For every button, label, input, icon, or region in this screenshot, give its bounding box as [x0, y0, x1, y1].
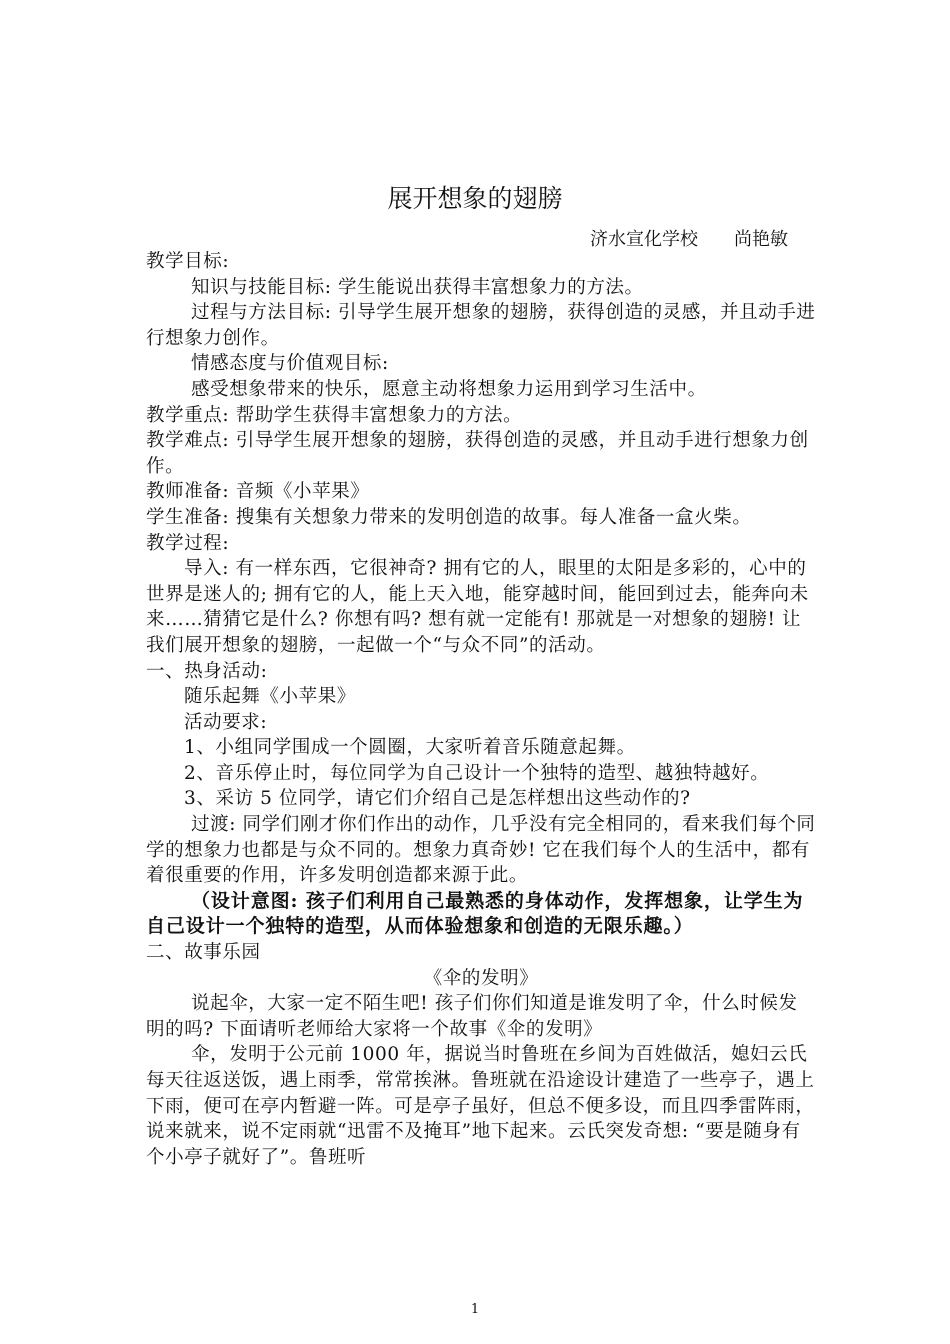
section-heading: 一、热身活动:: [146, 660, 268, 682]
paragraph: 随乐起舞《小苹果》: [184, 686, 356, 708]
paragraph: 情感态度与价值观目标:: [191, 353, 389, 375]
paragraph: 知识与技能目标: 学生能说出获得丰富想象力的方法。: [191, 276, 644, 298]
design-intent-note: （设计意图: 孩子们利用自己最熟悉的身体动作，发挥想象，让学生为自己设计一个独特的造型，从而体验想象和创造的无限乐趣。）: [146, 889, 804, 938]
teaching-process-heading: 教学过程:: [146, 532, 230, 554]
page-number: 1: [470, 1302, 480, 1317]
section-heading: 二、故事乐园: [146, 942, 261, 964]
teaching-goals-heading: 教学目标:: [146, 251, 230, 272]
paragraph: 学生准备: 搜集有关想象力带来的发明创造的故事。每人准备一盒火柴。: [146, 506, 752, 528]
story-title: 《伞的发明》: [423, 967, 539, 989]
document-body: [146, 249, 816, 1170]
paragraph: 教学难点: 引导学生展开想象的翅膀，获得创造的灵感，并且动手进行想象力创作。: [146, 430, 809, 477]
document-title: 展开想象的翅膀: [387, 184, 563, 213]
paragraph: 说起伞，大家一定不陌生吧! 孩子们你们知道是谁发明了伞，什么时候发明的吗? 下面请听老师给大家将一个故事《伞的发明》: [146, 993, 798, 1040]
paragraph: 过渡: 同学们刚才你们作出的动作，几乎没有完全相同的，看来我们每个同学的想象力也都是与众不同的。想象力真奇妙! 它在我们每个人的生活中，都有着很重要的作用，许多发明创造都来源于此。: [146, 814, 816, 887]
author-line: 济水宣化学校 尚艳敏: [590, 229, 788, 250]
paragraph: 教师准备: 音频《小苹果》: [146, 481, 370, 503]
paragraph: 教学重点: 帮助学生获得丰富想象力的方法。: [146, 404, 523, 426]
paragraph: 过程与方法目标: 引导学生展开想象的翅膀，获得创造的灵感，并且动手进行想象力创作。: [146, 302, 816, 349]
list-item: 3、采访 5 位同学，请它们介绍自己是怎样想出这些动作的?: [184, 788, 691, 810]
list-item: 1、小组同学围成一个圆圈，大家听着音乐随意起舞。: [184, 737, 636, 759]
paragraph: 导入: 有一样东西，它很神奇? 拥有它的人，眼里的太阳是多彩的，心中的世界是迷人的; 拥有它的人，能上天入地，能穿越时间，能回到过去，能奔向未来……猜猜它是什么? 你想有吗? 想有就一定能有! 那就是一对想象的翅膀! 让我们展开想象的翅膀，一起做一个“与众不同”的活动。: [146, 558, 809, 656]
paragraph: 活动要求:: [184, 711, 268, 733]
list-item: 2、音乐停止时，每位同学为自己设计一个独特的造型、越独特越好。: [184, 762, 770, 784]
paragraph: 伞，发明于公元前 1000 年，据说当时鲁班在乡间为百姓做活，媳妇云氏每天往返送饭，遇上雨季，常常挨淋。鲁班就在沿途设计建造了一些亭子，遇上下雨，便可在亭内暂避一阵。可是亭子虽好，但总不便多设，而且四季雷阵雨，说来就来，说不定雨就“迅雷不及掩耳”地下起来。云氏突发奇想: “要是随身有个小亭子就好了”。鲁班听: [146, 1044, 815, 1168]
paragraph: 感受想象带来的快乐，愿意主动将想象力运用到学习生活中。: [191, 378, 707, 400]
